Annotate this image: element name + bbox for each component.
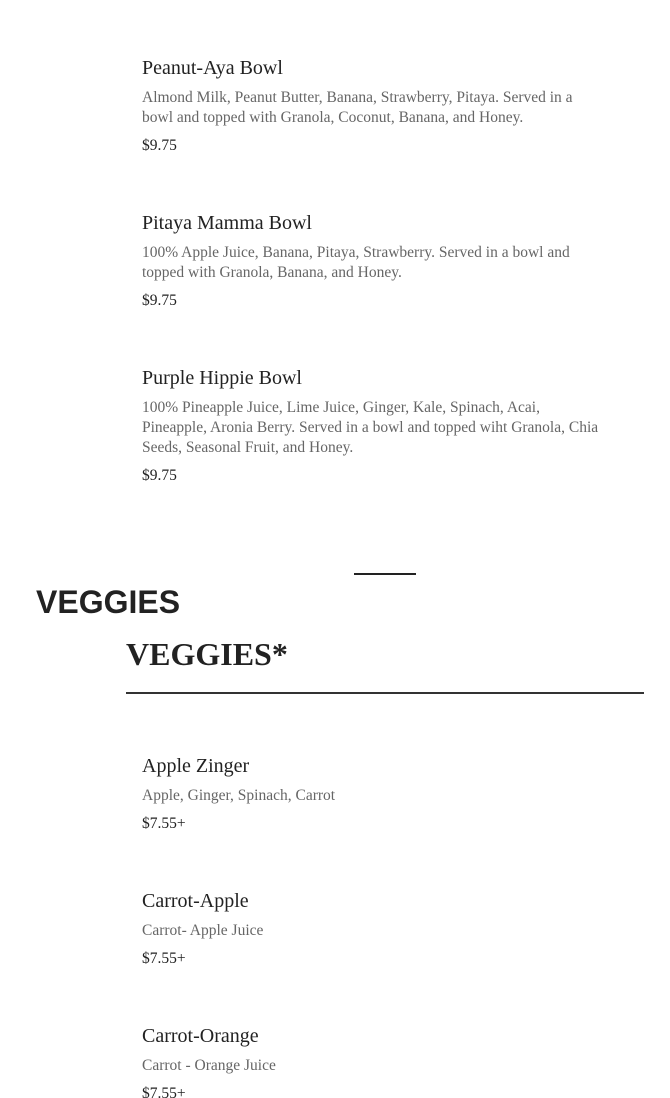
menu-item-price: $7.55+	[142, 950, 186, 967]
section-subtitle: VEGGIES*	[126, 636, 288, 672]
menu-item-name: Pitaya Mamma Bowl	[142, 212, 312, 234]
menu-item-price: $7.55+	[142, 1085, 186, 1098]
menu-item-price: $9.75	[142, 137, 177, 154]
menu-item[interactable]	[142, 889, 602, 969]
section-title: VEGGIES	[36, 584, 181, 620]
menu-item-price: $7.55+	[142, 815, 186, 832]
menu-item[interactable]	[142, 754, 602, 834]
menu-item-name: Carrot-Apple	[142, 890, 249, 912]
menu-item-price: $9.75	[142, 467, 177, 484]
menu-item[interactable]	[142, 1024, 602, 1098]
menu-item-name: Carrot-Orange	[142, 1025, 259, 1047]
menu-item[interactable]	[142, 366, 602, 486]
menu-item-name: Purple Hippie Bowl	[142, 367, 302, 389]
subsection-divider	[126, 692, 644, 694]
menu-item[interactable]	[142, 211, 602, 311]
menu-item-description: Carrot- Apple Juice	[142, 922, 264, 939]
menu-item[interactable]	[142, 56, 602, 156]
menu-item-description: Carrot - Orange Juice	[142, 1057, 276, 1074]
menu-item-price: $9.75	[142, 292, 177, 309]
menu-item-description: Apple, Ginger, Spinach, Carrot	[142, 787, 336, 804]
menu-item-description: 100% Apple Juice, Banana, Pitaya, Strawberry. Served in a bowl and topped with Granola, Banana, and Honey.	[142, 244, 570, 281]
section-divider	[354, 573, 416, 575]
menu-item-description: 100% Pineapple Juice, Lime Juice, Ginger, Kale, Spinach, Acai, Pineapple, Aronia Berry. Served in a bowl and topped wiht Granola, Chia Seeds, Seasonal Fruit, and Honey.	[142, 399, 599, 456]
menu-item-description: Almond Milk, Peanut Butter, Banana, Strawberry, Pitaya. Served in a bowl and topped with Granola, Coconut, Banana, and Honey.	[142, 89, 573, 126]
menu-item-name: Peanut-Aya Bowl	[142, 57, 283, 79]
menu-item-name: Apple Zinger	[142, 755, 250, 777]
